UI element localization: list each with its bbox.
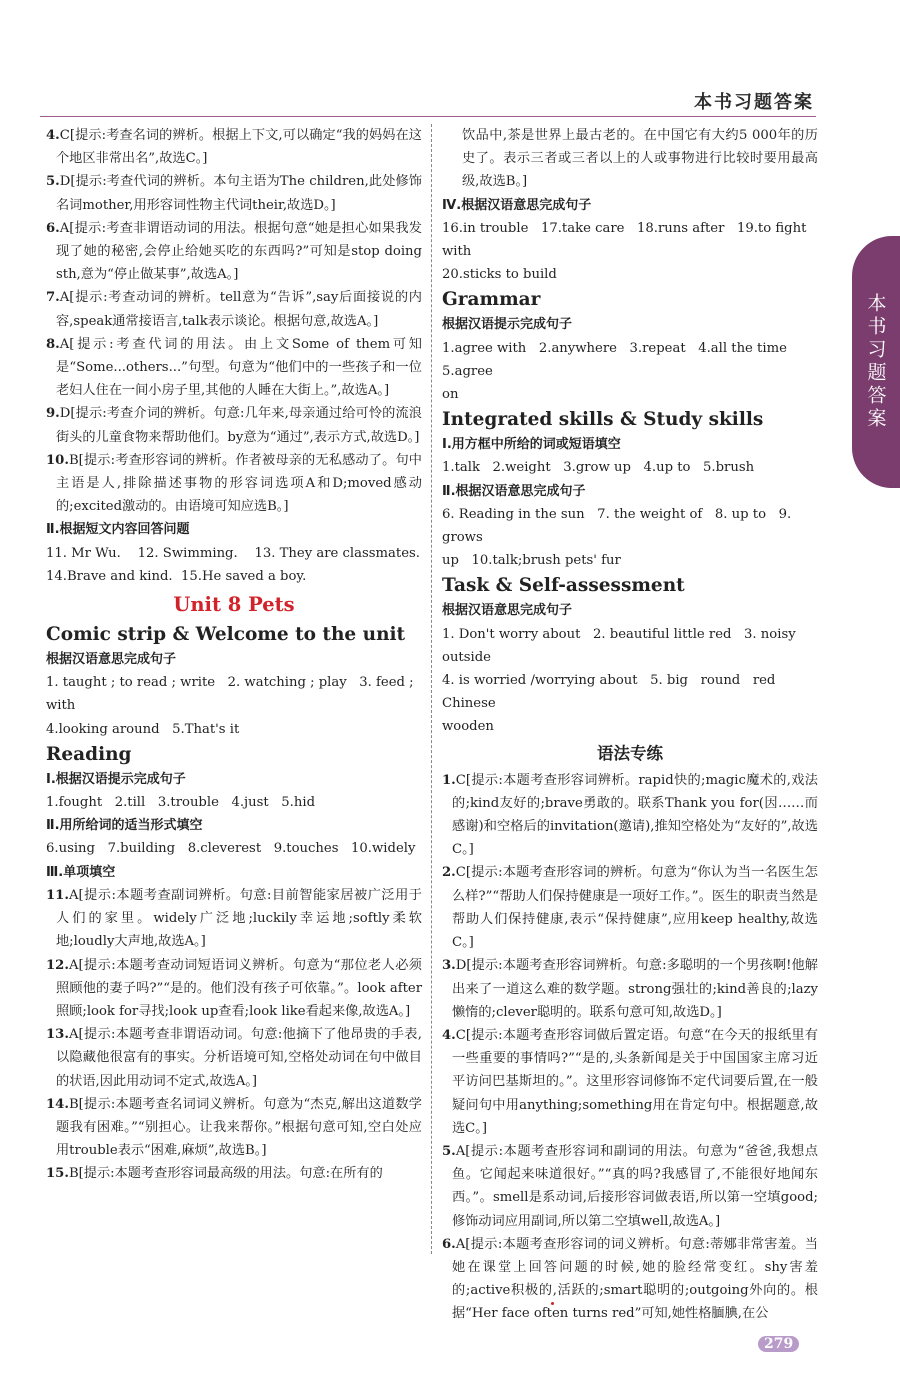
item-number: 2. — [442, 865, 456, 881]
section-subheading: 根据汉语意思完成句子 — [46, 652, 177, 668]
header-rule — [40, 116, 816, 117]
item-number: 9. — [46, 406, 60, 422]
section-heading: Grammar — [442, 289, 541, 311]
section-subheading: Ⅱ.根据汉语意思完成句子 — [442, 483, 586, 499]
section-subheading: 根据汉语提示完成句子 — [442, 317, 573, 333]
answer-item — [442, 1233, 818, 1326]
answer-row: wooden — [442, 719, 494, 735]
item-text: B[提示:考查形容词的辨析。作者被母亲的无私感动了。句中主语是人,排除描述事物的形容词选项A和D;moved感动的;excited激动的。由语境可知应选B。] — [56, 452, 422, 515]
answer-row: 1.talk 2.weight 3.grow up 4.up to 5.brush — [442, 460, 755, 476]
item-number: 4. — [46, 128, 60, 143]
answer-item — [46, 1093, 422, 1163]
item-number: 14. — [46, 1096, 69, 1112]
answer-item — [46, 1162, 422, 1185]
header-title: 本书习题答案 — [694, 92, 814, 113]
section-subheading: Ⅱ.根据短文内容回答问题 — [46, 522, 190, 538]
item-number: 5. — [46, 174, 60, 190]
column-divider — [431, 124, 432, 1254]
continued-text: 饮品中,茶是世界上最古老的。在中国它有大约5 000年的历史了。表示三者或三者以上的人或事物进行比较时要用最高级,故选B。] — [462, 128, 818, 190]
answer-item — [46, 124, 422, 170]
item-number: 11. — [46, 887, 69, 903]
item-number: 10. — [46, 452, 69, 468]
item-number: 6. — [442, 1236, 456, 1252]
decorative-dot — [551, 1302, 554, 1305]
answer-row: 4.looking around 5.That's it — [46, 721, 240, 737]
answer-row: 1.fought 2.till 3.trouble 4.just 5.hid — [46, 795, 316, 811]
item-text: B[提示:本题考查名词词义辨析。句意为“杰克,解出这道数学题我有困难。”“别担心。让我来帮你。”根据句意可知,空白处应用trouble表示“困难,麻烦”,故选B。] — [56, 1096, 422, 1159]
item-text: A[提示:本题考查形容词的词义辨析。句意:蒂娜非常害羞。当她在课堂上回答问题的时候,她的脸经常变红。shy害羞的;active积极的,活跃的;smart聪明的;outgoing外向的。根据“Her face often turns red”可知,她性格腼腆,在公 — [452, 1236, 818, 1322]
answer-item — [46, 333, 422, 403]
section-subheading: Ⅲ.单项填空 — [46, 864, 116, 880]
section-heading: Task & Self-assessment — [442, 575, 685, 597]
item-number: 5. — [442, 1143, 456, 1159]
item-text: D[提示:考查介词的辨析。句意:几年来,母亲通过给可怜的流浪街头的儿童食物来帮助他们。by意为“通过”,表示方式,故选D。] — [56, 406, 422, 445]
answer-row: 20.sticks to build — [442, 267, 557, 283]
item-number: 6. — [46, 220, 60, 236]
item-text: A[提示:本题考查动词短语词义辨析。句意为“那位老人必须照顾他的妻子吗?”“是的。他们没有孩子可依靠。”。look after照顾;look for寻找;look up查看;look like看起来像,故选A。] — [56, 957, 422, 1019]
section-heading: Reading — [46, 743, 132, 765]
answer-list — [46, 884, 422, 1186]
item-text: A[提示:本题考查副词辨析。句意:目前智能家居被广泛用于人们的家里。widely广泛地;luckily幸运地;softly柔软地;loudly大声地,故选A。] — [56, 887, 422, 950]
section-subheading: 根据汉语意思完成句子 — [442, 603, 573, 619]
answer-item — [46, 884, 422, 954]
answer-list — [442, 769, 818, 1326]
section-subheading: Ⅰ.用方框中所给的词或短语填空 — [442, 437, 621, 453]
item-text: C[提示:本题考查形容词的辨析。句意为“你认为当一名医生怎么样?”“帮助人们保持健康是一项好工作。”。医生的职责当然是帮助人们保持健康,表示“保持健康”,应用keep healthy,故选C。] — [452, 865, 818, 951]
answer-row: 4. is worried /worrying about 5. big round red Chinese — [442, 673, 788, 712]
item-number: 4. — [442, 1027, 456, 1043]
answer-item — [46, 170, 422, 216]
page-number: 279 — [758, 1336, 799, 1352]
answer-item — [442, 1024, 818, 1140]
item-text: A[提示:考查动词的辨析。tell意为“告诉”,say后面接说的内容,speak通常接语言,talk表示谈论。根据句意,故选A。] — [56, 290, 422, 329]
item-text: A[提示:本题考查非谓语动词。句意:他摘下了他昂贵的手表,以隐藏他很富有的事实。分析语境可知,空格处动词在句中做目的状语,因此用动词不定式,故选A。] — [56, 1027, 422, 1089]
answer-row: 14.Brave and kind. 15.He saved a boy. — [46, 568, 307, 584]
item-number: 12. — [46, 957, 69, 973]
right-column — [442, 124, 818, 1326]
answer-item — [46, 286, 422, 332]
section-heading: Integrated skills & Study skills — [442, 409, 764, 431]
item-number: 3. — [442, 958, 456, 974]
item-text: A[提示:本题考查形容词和副词的用法。句意为“爸爸,我想点鱼。它闻起来味道很好。”“真的吗?我感冒了,不能很好地闻东西。”。smell是系动词,后接形容词做表语,所以第一空填good;修饰动词应用副词,所以第二空填well,故选A。] — [452, 1143, 818, 1229]
item-text: D[提示:本题考查形容词辨析。句意:多聪明的一个男孩啊!他解出来了一道这么难的数学题。strong强壮的;kind善良的;lazy懒惰的;clever聪明的。联系句意可知,故选D。] — [452, 958, 818, 1020]
item-number: 8. — [46, 336, 60, 352]
answer-item — [46, 954, 422, 1024]
item-text: D[提示:考查代词的辨析。本句主语为The children,此处修饰名词mother,用形容词性物主代词their,故选D。] — [56, 174, 422, 213]
side-tab: 本书习题答案 — [852, 236, 900, 488]
answer-row: 6. Reading in the sun 7. the weight of 8. up to 9. grows — [442, 506, 796, 546]
answer-item — [442, 1140, 818, 1233]
answer-row: 11. Mr Wu. 12. Swimming. 13. They are classmates. — [46, 545, 420, 561]
answer-row: 6.using 7.building 8.cleverest 9.touches 10.widely — [46, 841, 416, 857]
item-text: B[提示:本题考查形容词最高级的用法。句意:在所有的 — [68, 1166, 383, 1182]
unit-title: Unit 8 Pets — [173, 593, 295, 617]
section-subheading: Ⅱ.用所给词的适当形式填空 — [46, 818, 203, 834]
item-text: A[提示:考查代词的用法。由上文Some of them可知是“Some...others...”句型。句意为“他们中的一些孩子和一位老妇人住在一间小房子里,其他的人睡在大街上。”,故选A。] — [56, 336, 422, 399]
item-text: C[提示:本题考查形容词辨析。rapid快的;magic魔术的,戏法的;kind友好的;brave勇敢的。联系Thank you for(因……而感谢)和空格后的invitation(邀请),推知空格处为“友好的”,故选C。] — [452, 772, 818, 858]
answer-item — [46, 402, 422, 448]
answer-item — [46, 1023, 422, 1093]
answer-item — [442, 954, 818, 1024]
answer-item — [442, 769, 818, 862]
item-number: 13. — [46, 1027, 69, 1043]
section-subheading: Ⅰ.根据汉语提示完成句子 — [46, 771, 186, 787]
item-number: 7. — [46, 290, 60, 306]
answer-row: 1. Don't worry about 2. beautiful little red 3. noisy outside — [442, 626, 800, 665]
left-column — [46, 124, 422, 1186]
section-subheading: Ⅳ.根据汉语意思完成句子 — [442, 197, 592, 213]
item-text: C[提示:考查名词的辨析。根据上下文,可以确定“我的妈妈在这个地区非常出名”,故选C。] — [56, 128, 422, 167]
item-number: 1. — [442, 772, 456, 788]
answer-item — [46, 449, 422, 519]
answer-row: 1. taught ; to read ; write 2. watching ; play 3. feed ; with — [46, 675, 418, 714]
item-text: C[提示:本题考查形容词做后置定语。句意“在今天的报纸里有一些重要的事情吗?”“是的,头条新闻是关于中国国家主席习近平访问巴基斯坦的。”。这里形容词修饰不定代词要后置,在一般疑问句中用anything;something用在肯定句中。根据题意,故选C。] — [452, 1027, 818, 1136]
item-text: A[提示:考查非谓语动词的用法。根据句意“她是担心如果我发现了她的秘密,会停止给她买吃的东西吗?”可知是stop doing sth,意为“停止做某事”,故选A。] — [56, 220, 422, 283]
answer-row: on — [442, 387, 459, 403]
answer-row: up 10.talk;brush pets' fur — [442, 553, 621, 569]
answer-list — [46, 124, 422, 518]
answer-item — [46, 217, 422, 287]
answer-item — [442, 861, 818, 954]
answer-row: 1.agree with 2.anywhere 3.repeat 4.all the time 5.agree — [442, 340, 800, 379]
answer-row: 16.in trouble 17.take care 18.runs after 19.to fight with — [442, 220, 811, 260]
grammar-drill-heading: 语法专练 — [597, 743, 663, 763]
section-heading: Comic strip & Welcome to the unit — [46, 624, 406, 646]
item-number: 15. — [46, 1166, 69, 1182]
